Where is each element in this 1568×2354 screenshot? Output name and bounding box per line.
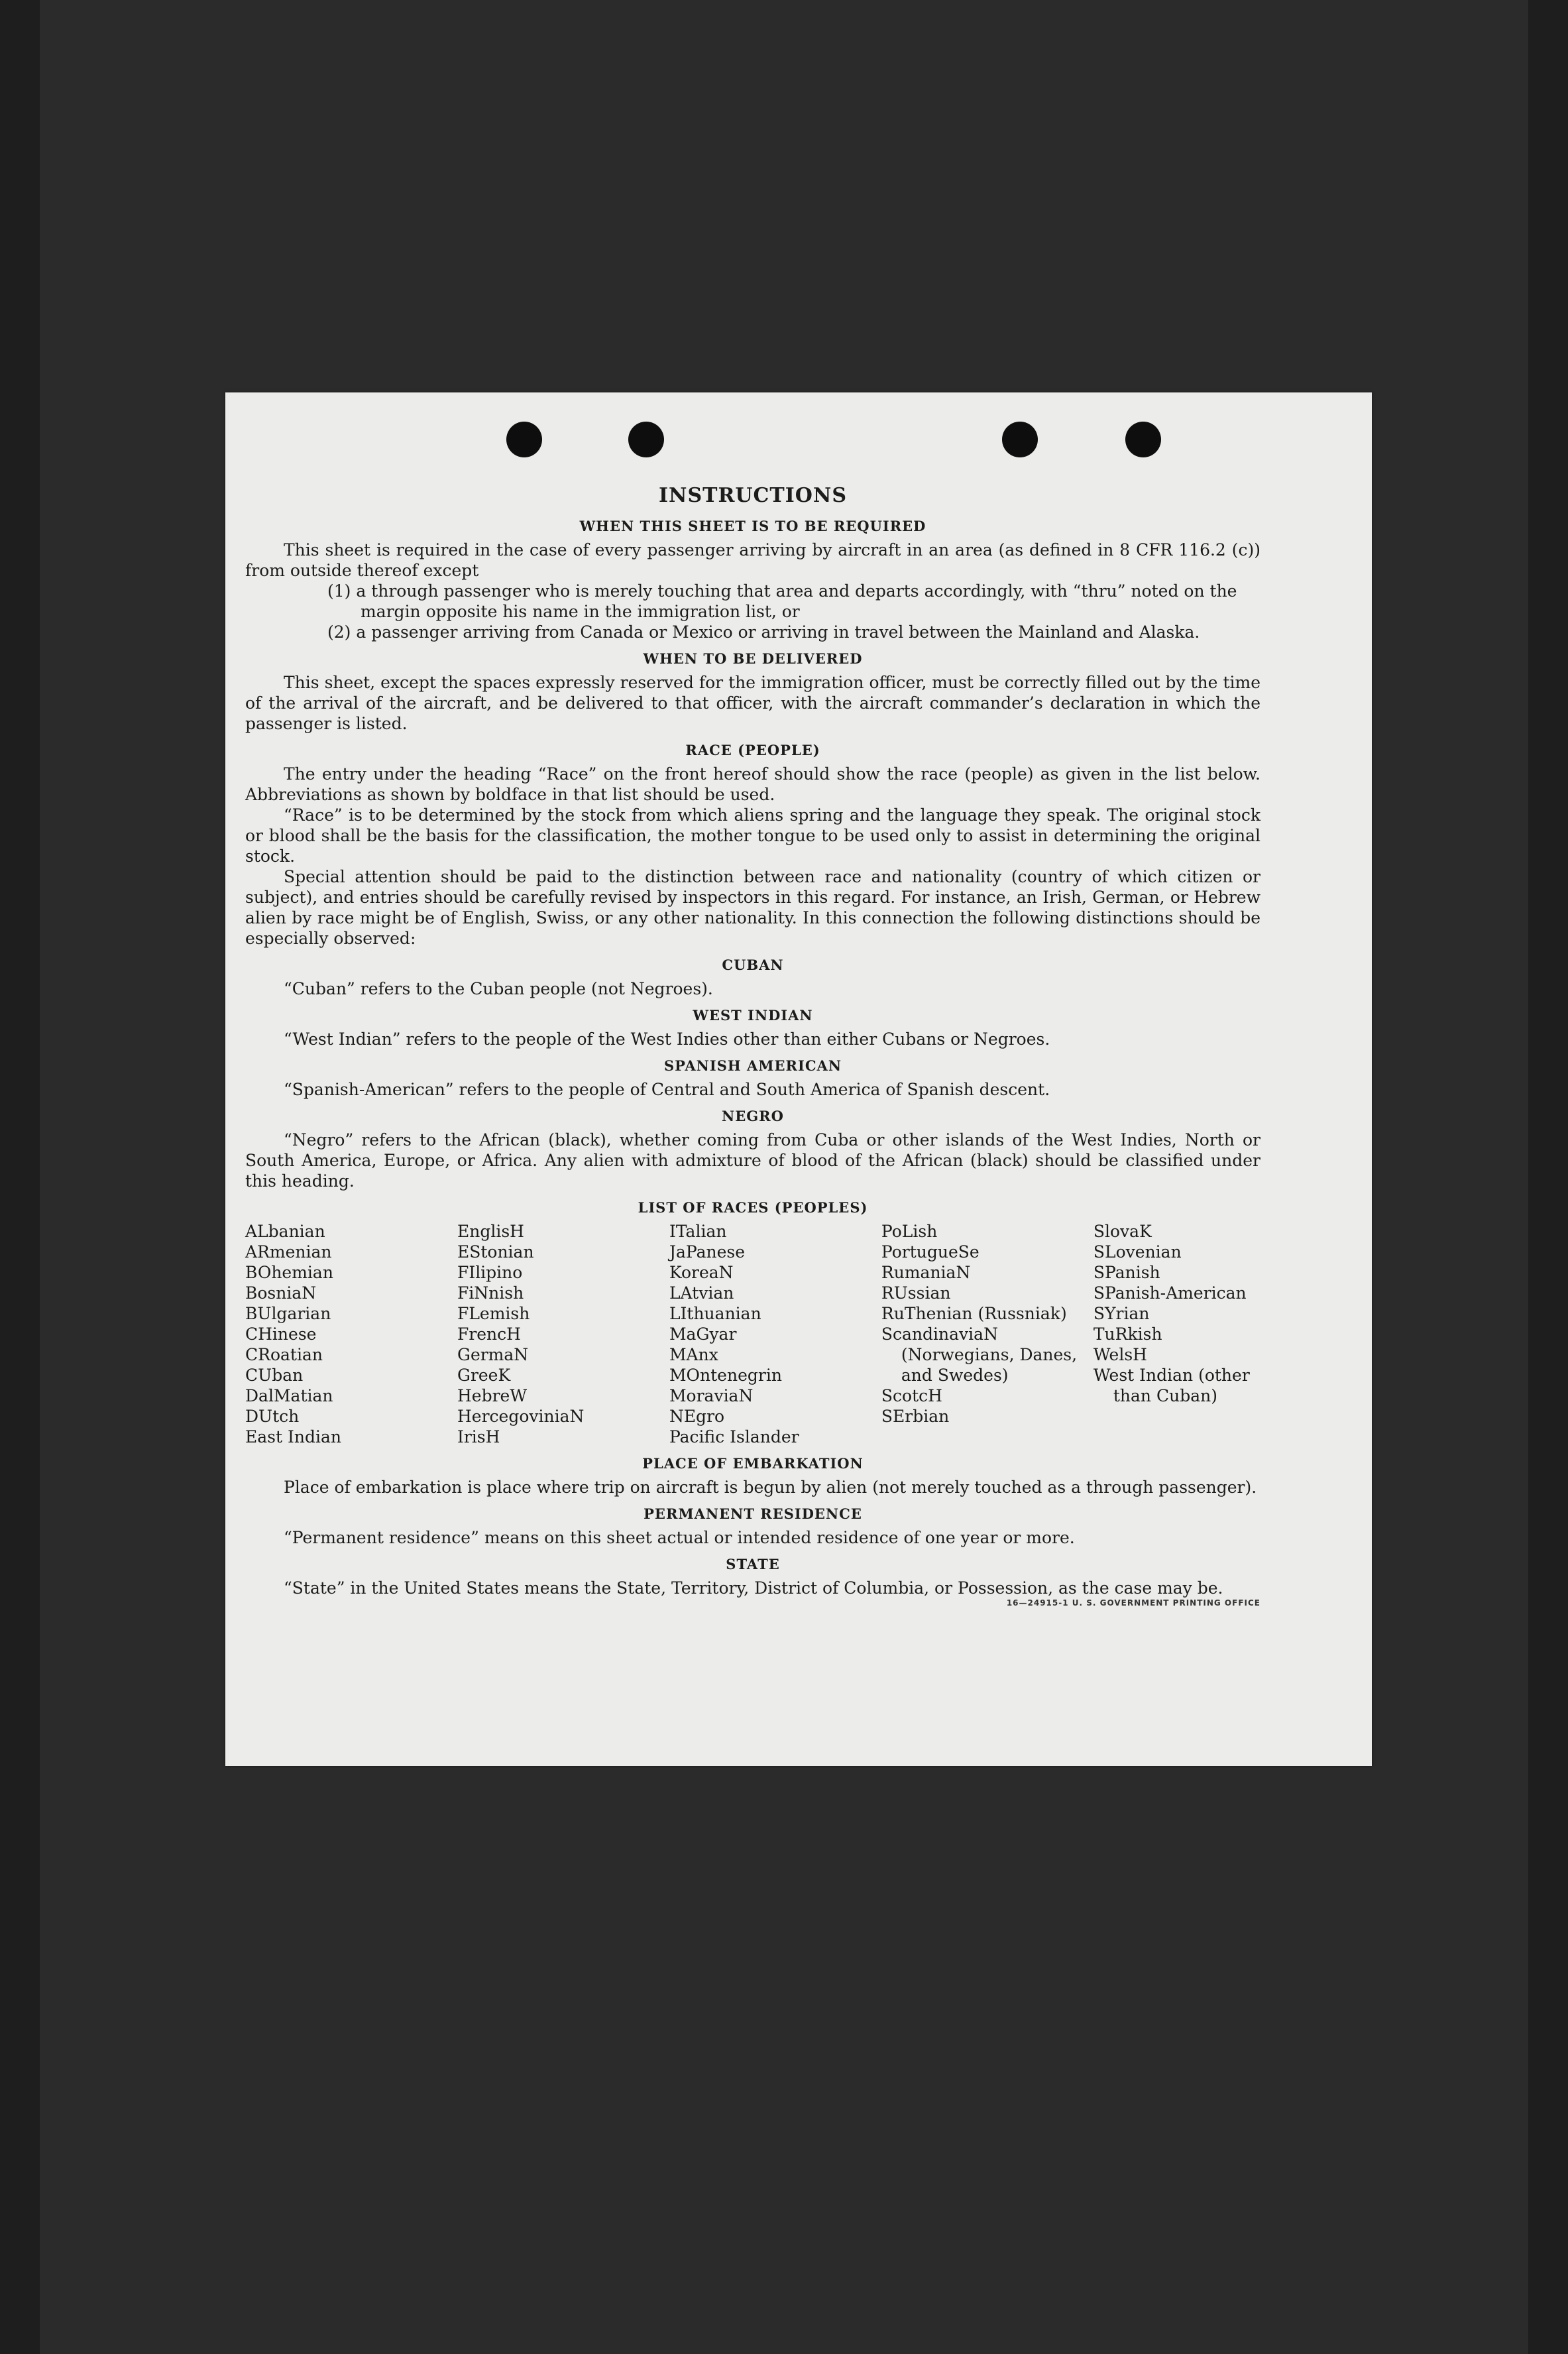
race-item: SLovenian <box>1093 1242 1182 1262</box>
race-item: RumaniaN <box>881 1263 971 1282</box>
race-item: PoLish <box>881 1222 938 1241</box>
heading-cuban: CUBAN <box>722 957 784 973</box>
race-item: GermaN <box>457 1345 529 1364</box>
race-item: GreeK <box>457 1366 511 1385</box>
punch-hole <box>1002 422 1038 457</box>
race-item: WelsH <box>1093 1345 1147 1364</box>
instruction-sheet <box>225 392 1372 1766</box>
footer <box>245 1598 1260 1608</box>
punch-hole <box>628 422 664 457</box>
heading-negro: NEGRO <box>722 1108 784 1124</box>
race-item: ITalian <box>669 1222 727 1241</box>
race-item: HercegoviniaN <box>457 1407 585 1426</box>
state-text: “State” in the United States means the State, Territory, District of Columbia, or Possession, as the case may be. <box>284 1578 1223 1598</box>
race-item: BosniaN <box>245 1283 317 1303</box>
sheet-content <box>245 484 1260 1608</box>
race-item: West Indian (other than Cuban) <box>1093 1366 1250 1405</box>
race-item: HebreW <box>457 1386 528 1405</box>
when-delivered-text: This sheet, except the spaces expressly reserved for the immigration officer, must be correctly filled out by the time of the arrival of the aircraft, and be delivered to that officer, with the aircraft commander’s declaration in which the passenger is listed. <box>245 673 1260 733</box>
heading-when-required: WHEN THIS SHEET IS TO BE REQUIRED <box>579 518 926 534</box>
race-item: East Indian <box>245 1427 341 1446</box>
race-item: ALbanian <box>245 1222 325 1241</box>
heading-when-delivered: WHEN TO BE DELIVERED <box>643 650 863 667</box>
race-item: FiNnish <box>457 1283 524 1303</box>
heading-race: RACE (PEOPLE) <box>685 742 820 758</box>
race-item: SPanish-American <box>1093 1283 1247 1303</box>
race-column-2 <box>457 1221 669 1447</box>
negro-text: “Negro” refers to the African (black), whether coming from Cuba or other islands of the West Indies, North or South America, Europe, or Africa. Any alien with admixture of blood of the African (black) should be classified under this heading. <box>245 1130 1260 1191</box>
race-list <box>245 1221 1260 1447</box>
race-item: ScandinaviaN (Norwegians, Danes, and Swedes) <box>881 1324 1078 1385</box>
race-item: Pacific Islander <box>669 1427 799 1446</box>
race-item: SPanish <box>1093 1263 1160 1282</box>
west-indian-text: “West Indian” refers to the people of the West Indies other than either Cubans or Negroes. <box>284 1030 1050 1049</box>
heading-embarkation: PLACE OF EMBARKATION <box>642 1455 864 1472</box>
race-paragraph-1: The entry under the heading “Race” on the front hereof should show the race (people) as given in the list below. Abbreviations as shown by boldface in that list should be used. <box>245 764 1260 804</box>
race-item: FIlipino <box>457 1263 523 1282</box>
race-column-1 <box>245 1221 457 1447</box>
race-item: FLemish <box>457 1304 530 1323</box>
race-item: PortugueSe <box>881 1242 980 1262</box>
race-item: ScotcH <box>881 1386 942 1405</box>
race-item: EnglisH <box>457 1222 524 1241</box>
residence-text: “Permanent residence” means on this sheet actual or intended residence of one year or more. <box>284 1528 1075 1547</box>
heading-west-indian: WEST INDIAN <box>693 1007 813 1024</box>
exception-item-2: (2) a passenger arriving from Canada or Mexico or arriving in travel between the Mainland and Alaska. <box>327 622 1200 642</box>
race-item: TuRkish <box>1093 1324 1162 1344</box>
heading-state: STATE <box>726 1556 780 1572</box>
race-item: EStonian <box>457 1242 534 1262</box>
heading-residence: PERMANENT RESIDENCE <box>644 1505 862 1522</box>
race-item: CHinese <box>245 1324 317 1344</box>
race-item: MAnx <box>669 1345 718 1364</box>
race-paragraph-3: Special attention should be paid to the distinction between race and nationality (country of which citizen or subject), and entries should be carefully revised by inspectors in this regard. For instance, an Irish, German, or Hebrew alien by race might be of English, Swiss, or any other nationality. In this connection the following distinctions should be especially observed: <box>245 867 1260 948</box>
race-item: LIthuanian <box>669 1304 761 1323</box>
race-item: ARmenian <box>245 1242 332 1262</box>
race-item: IrisH <box>457 1427 500 1446</box>
race-item: SlovaK <box>1093 1222 1152 1241</box>
film-edge-left <box>0 0 40 2354</box>
race-item: MaGyar <box>669 1324 737 1344</box>
race-item: BUlgarian <box>245 1304 331 1323</box>
race-item: SYrian <box>1093 1304 1150 1323</box>
race-paragraph-2: “Race” is to be determined by the stock from which aliens spring and the language they speak. The original stock or blood shall be the basis for the classification, the mother tongue to be used only to assist in determining the original stock. <box>245 805 1260 866</box>
heading-spanish-american: SPANISH AMERICAN <box>663 1057 842 1074</box>
race-item: SErbian <box>881 1407 950 1426</box>
race-item: MOntenegrin <box>669 1366 782 1385</box>
when-required-intro: This sheet is required in the case of every passenger arriving by aircraft in an area (as defined in 8 CFR 116.2 (c)) from outside thereof except <box>245 540 1260 580</box>
race-item: CRoatian <box>245 1345 323 1364</box>
race-item: JaPanese <box>669 1242 745 1262</box>
form-number: 16—24915-1 U. S. GOVERNMENT PRINTING OFFICE <box>1006 1598 1260 1608</box>
race-item: NEgro <box>669 1407 725 1426</box>
race-item: KoreaN <box>669 1263 734 1282</box>
race-item: FrencH <box>457 1324 521 1344</box>
race-item: RuThenian (Russniak) <box>881 1304 1067 1323</box>
race-column-5 <box>1093 1221 1260 1447</box>
spanish-american-text: “Spanish-American” refers to the people of Central and South America of Spanish descent. <box>284 1080 1050 1099</box>
race-column-3 <box>669 1221 881 1447</box>
film-edge-right <box>1528 0 1568 2354</box>
punch-hole <box>1125 422 1161 457</box>
embarkation-text: Place of embarkation is place where trip on aircraft is begun by alien (not merely touched as a through passenger). <box>284 1478 1257 1497</box>
race-item: DUtch <box>245 1407 300 1426</box>
race-item: LAtvian <box>669 1283 734 1303</box>
race-item: CUban <box>245 1366 304 1385</box>
race-item: BOhemian <box>245 1263 333 1282</box>
race-item: MoraviaN <box>669 1386 754 1405</box>
race-item: DalMatian <box>245 1386 333 1405</box>
cuban-text: “Cuban” refers to the Cuban people (not Negroes). <box>284 979 713 998</box>
page-title: INSTRUCTIONS <box>659 484 847 507</box>
exception-item-1: (1) a through passenger who is merely touching that area and departs accordingly, with “thru” noted on the margin opposite his name in the immigration list, or <box>327 581 1237 621</box>
heading-list-of-races: LIST OF RACES (PEOPLES) <box>638 1199 868 1216</box>
race-item: RUssian <box>881 1283 951 1303</box>
race-column-4 <box>881 1221 1093 1447</box>
punch-hole <box>506 422 542 457</box>
